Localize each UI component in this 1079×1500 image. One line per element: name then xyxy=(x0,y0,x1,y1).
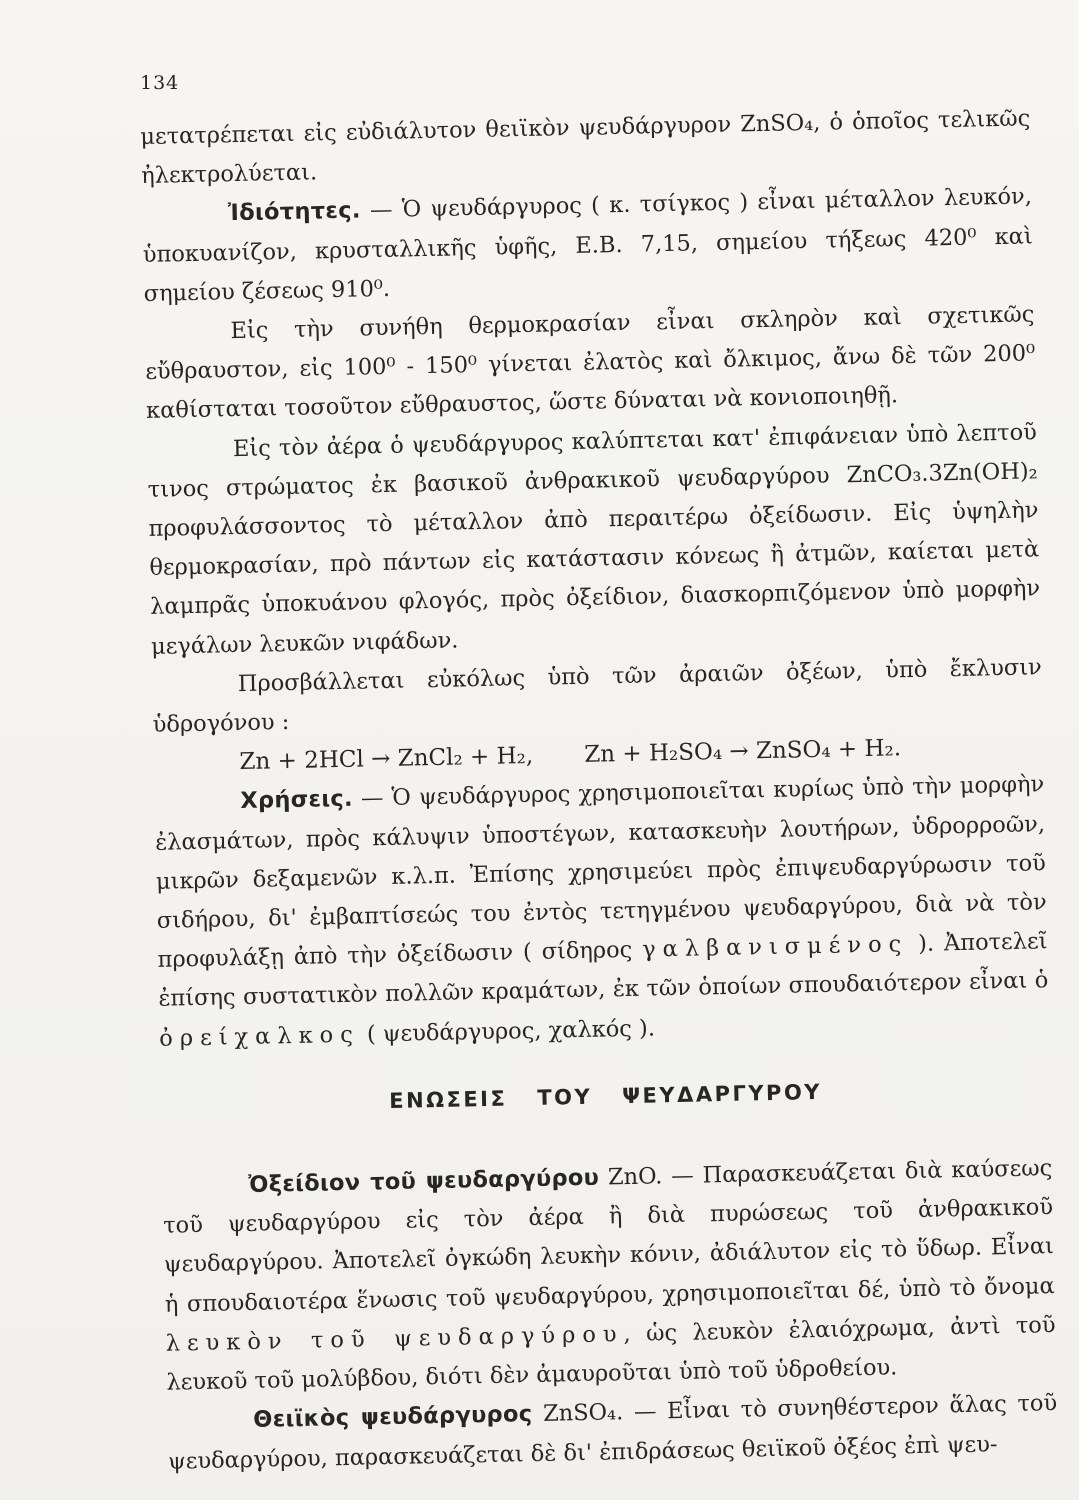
zinc-oxide-heading: Ὀξείδιον τοῦ ψευδαργύρου xyxy=(248,1164,600,1199)
equation-h2so4: Zn + H₂SO₄ → ZnSO₄ + H₂. xyxy=(584,735,902,769)
properties-paragraph xyxy=(142,178,1034,314)
term-galvanized: γαλβανισμένος xyxy=(641,931,909,963)
uses-body-part2: ). Ἀποτελεῖ ἐπίσης συστατικὸν πολλῶν κραμάτων, ἐκ τῶν ὁποίων σπουδαιότερον εἶναι ὁ xyxy=(158,928,1049,1013)
page-number: 134 xyxy=(140,72,180,94)
uses-heading: Χρήσεις. xyxy=(240,786,354,815)
intro-paragraph: μετατρέπεται εἰς εὐδιάλυτον θειϊκὸν ψευδάργυρον ZnSO₄, ὁ ὁποῖος τελικῶς ἠλεκτρολύεται. xyxy=(140,105,1031,190)
uses-body-part1: — Ὁ ψευδάργυρος χρησιμοποιεῖται κυρίως ὑπὸ τὴν μορφὴν ἐλασμάτων, πρὸς κάλυψιν ὑποστέγων, κατασκευὴν λουτήρων, ὑδρορροῶν, μικρῶν δεξαμενῶν κ.λ.π. Ἐπίσης χρησιμεύει πρὸς ἐπιψευδαργύρωσιν τοῦ σιδήρου, δι' ἐμβαπτίσεώς του ἐντὸς τετηγμένου ψευδαργύρου, διὰ νὰ τὸν προφυλάξῃ ἀπὸ τὴν ὀξείδωσιν ( σίδηρος xyxy=(154,771,1047,974)
equation-hcl: Zn + 2HCl → ZnCl₂ + H₂, xyxy=(239,743,534,776)
section-heading-word2: ΤΟΥ xyxy=(537,1084,593,1110)
page-body xyxy=(140,99,1058,1481)
section-heading-word1: ΕΝΩΣΕΙΣ xyxy=(388,1086,508,1113)
term-brass: ὀρείχαλκος xyxy=(159,1021,361,1052)
section-heading-word3: ΨΕΥΔΑΡΓΥΡΟΥ xyxy=(621,1079,823,1108)
section-heading xyxy=(160,1068,1051,1126)
air-paragraph: Εἰς τὸν ἀέρα ὁ ψευδάργυρος καλύπτεται κατ' ἐπιφάνειαν ὑπὸ λεπτοῦ τινος στρώματος ἐκ βασικοῦ ἀνθρακικοῦ ψευδαργύρου ZnCO₃.3Zn(OH)₂ προφυλάσσοντος τὸ μέταλλον ἀπὸ περαιτέρω ὀξείδωσιν. Εἰς ὑψηλὴν θερμοκρασίαν, πρὸ πάντων εἰς κατάστασιν κόνεως ἢ ἀτμῶν, καίεται μετὰ λαμπρᾶς ὑποκυάνου φλογός, πρὸς ὀξείδιον, διασκορπιζόμενον ὑπὸ μορφὴν μεγάλων λευκῶν νιφάδων. xyxy=(147,418,1041,660)
uses-body-part3: ( ψευδάργυρος, χαλκός ). xyxy=(359,1015,656,1048)
properties-heading: Ἰδιότητες. xyxy=(227,197,361,227)
term-zinc-white: λευκὸν τοῦ ψευδαργύρου xyxy=(165,1321,624,1357)
zinc-sulfate-body: ZnSO₄. — Εἶναι τὸ συνηθέστερον ἅλας τοῦ ψευδαργύρου, παρασκευάζεται δὲ δι' ἐπιδράσεως θειϊκοῦ ὀξέος ἐπὶ ψευ- xyxy=(167,1390,1058,1475)
acids-paragraph: Προσβάλλεται εὐκόλως ὑπὸ τῶν ἀραιῶν ὀξέων, ὑπὸ ἔκλυσιν ὑδρογόνου : xyxy=(152,654,1042,738)
zinc-oxide-paragraph xyxy=(162,1149,1057,1403)
zinc-oxide-body-part1: ZnO. — Παρασκευάζεται διὰ καύσεως τοῦ ψευδαργύρου εἰς τὸν ἀέρα ἢ διὰ πυρώσεως τοῦ ἀνθρακικοῦ ψευδαργύρου. Ἀποτελεῖ ὀγκώδη λευκὴν κόνιν, ἀδιάλυτον εἰς τὸ ὕδωρ. Εἶναι ἡ σπουδαιοτέρα ἕνωσις τοῦ ψευδαργύρου, χρησιμοποιεῖται δέ, ὑπὸ τὸ ὄνομα xyxy=(162,1155,1055,1318)
properties-body: — Ὁ ψευδάργυρος ( κ. τσίγκος ) εἶναι μέταλλον λευκόν, ὑποκυανίζον, κρυσταλλικῆς ὑφῆς, Ε.Β. 7,15, σημείου τήξεως 420⁰ καὶ σημείου ζέσεως 910⁰. xyxy=(142,183,1033,307)
zinc-sulfate-heading: Θειϊκὸς ψευδάργυρος xyxy=(253,1401,533,1434)
temperature-paragraph: Εἰς τὴν συνήθη θερμοκρασίαν εἶναι σκληρὸν καὶ σχετικῶς εὔθραυστον, εἰς 100⁰ - 150⁰ γίνεται ἐλατὸς καὶ ὄλκιμος, ἄνω δὲ τῶν 200⁰ καθίσταται τοσοῦτον εὔθραυστος, ὥστε δύναται νὰ κονιοποιηθῇ. xyxy=(145,301,1036,425)
zinc-oxide-body-part2: , ὡς λευκὸν ἐλαιόχρωμα, ἀντὶ τοῦ λευκοῦ τοῦ μολύβδου, διότι δὲν ἀμαυροῦται ὑπὸ τοῦ ὑδροθείου. xyxy=(166,1311,1056,1396)
uses-paragraph xyxy=(154,766,1050,1059)
